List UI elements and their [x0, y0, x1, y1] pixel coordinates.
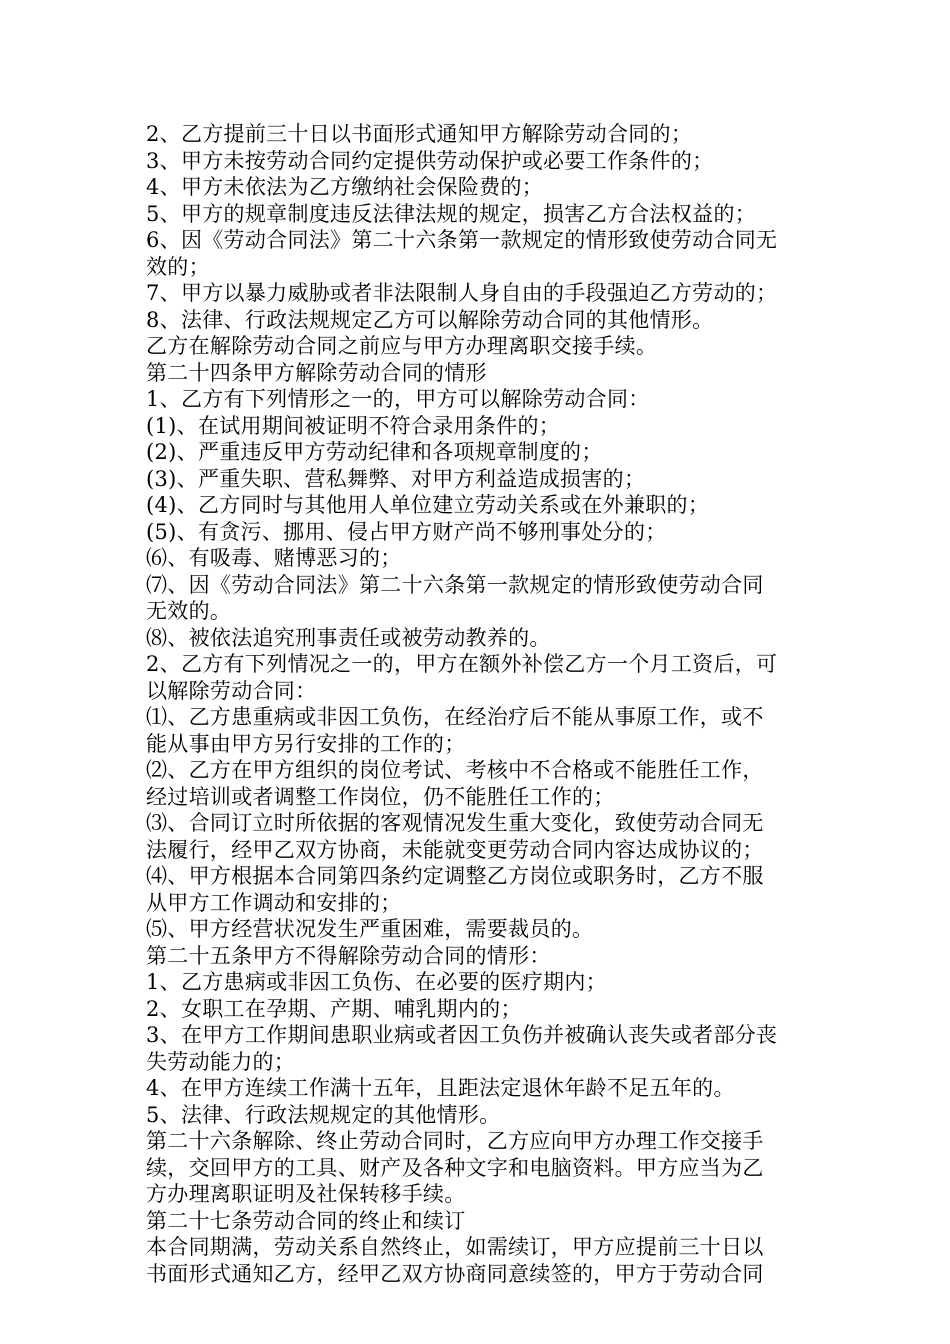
text-line: 3、在甲方工作期间患职业病或者因工负伤并被确认丧失或者部分丧	[146, 1023, 778, 1047]
text-line: 法履行，经甲乙双方协商，未能就变更劳动合同内容达成协议的；	[146, 837, 764, 862]
section-heading: 第二十七条劳动合同的终止和续订	[146, 1208, 466, 1233]
text-line: 失劳动能力的；	[146, 1049, 296, 1074]
text-line: ⑷、甲方根据本合同第四条约定调整乙方岗位或职务时，乙方不服	[146, 864, 764, 888]
text-line: ⑶、合同订立时所依据的客观情况发生重大变化，致使劳动合同无	[146, 811, 764, 835]
text-line: 方办理离职证明及社保转移手续。	[146, 1182, 466, 1206]
text-line: 2、女职工在孕期、产期、哺乳期内的；	[146, 996, 522, 1021]
text-line: ⑹、有吸毒、赌博恶习的；	[146, 546, 402, 570]
text-line: 2、乙方提前三十日以书面形式通知甲方解除劳动合同的；	[146, 122, 693, 146]
text-line: 1、乙方患病或非因工负伤、在必要的医疗期内；	[146, 970, 607, 994]
text-line: (1)、在试用期间被证明不符合录用条件的；	[146, 413, 561, 438]
text-line: ⑺、因《劳动合同法》第二十六条第一款规定的情形致使劳动合同	[146, 572, 764, 597]
text-line: (3)、严重失职、营私舞弊、对甲方利益造成损害的；	[146, 466, 646, 491]
text-line: 效的；	[146, 254, 210, 279]
text-line: (5)、有贪污、挪用、侵占甲方财产尚不够刑事处分的；	[146, 519, 667, 544]
text-line: 从甲方工作调动和安排的；	[146, 890, 402, 915]
text-line: 5、法律、行政法规规定的其他情形。	[146, 1102, 501, 1127]
text-line: ⑻、被依法追究刑事责任或被劳动教养的。	[146, 625, 551, 650]
text-line: 经过培训或者调整工作岗位，仍不能胜任工作的；	[146, 784, 615, 809]
text-line: 续，交回甲方的工具、财产及各种文字和电脑资料。甲方应当为乙	[146, 1155, 764, 1180]
text-line: 1、乙方有下列情形之一的，甲方可以解除劳动合同：	[146, 387, 650, 411]
text-line: 2、乙方有下列情况之一的，甲方在额外补偿乙方一个月工资后，可	[146, 652, 778, 676]
text-line: 本合同期满，劳动关系自然终止，如需续订，甲方应提前三十日以	[146, 1235, 764, 1259]
text-line: 4、在甲方连续工作满十五年，且距法定退休年龄不足五年的。	[146, 1076, 735, 1100]
text-line: 8、法律、行政法规规定乙方可以解除劳动合同的其他情形。	[146, 307, 714, 332]
text-line: ⑴、乙方患重病或非因工负伤，在经治疗后不能从事原工作，或不	[146, 705, 764, 729]
text-line: (4)、乙方同时与其他用人单位建立劳动关系或在外兼职的；	[146, 493, 710, 517]
text-line: 4、甲方未依法为乙方缴纳社会保险费的；	[146, 175, 544, 199]
text-line: (2)、严重违反甲方劳动纪律和各项规章制度的；	[146, 440, 603, 464]
text-line: 乙方在解除劳动合同之前应与甲方办理离职交接手续。	[146, 334, 658, 358]
text-line: 无效的。	[146, 599, 232, 623]
text-line: ⑸、甲方经营状况发生严重困难，需要裁员的。	[146, 917, 594, 941]
document-page	[146, 121, 808, 1287]
text-line: 能从事由甲方另行安排的工作的；	[146, 731, 466, 756]
text-line: 5、甲方的规章制度违反法律法规的规定，损害乙方合法权益的；	[146, 201, 757, 226]
text-line: 3、甲方未按劳动合同约定提供劳动保护或必要工作条件的；	[146, 148, 714, 173]
text-line: ⑵、乙方在甲方组织的岗位考试、考核中不合格或不能胜任工作，	[146, 758, 764, 782]
section-heading: 第二十六条解除、终止劳动合同时，乙方应向甲方办理工作交接手	[146, 1129, 764, 1153]
text-line: 6、因《劳动合同法》第二十六条第一款规定的情形致使劳动合同无	[146, 228, 778, 252]
text-line: 书面形式通知乙方，经甲乙双方协商同意续签的，甲方于劳动合同	[146, 1261, 764, 1286]
text-line: 7、甲方以暴力威胁或者非法限制人身自由的手段强迫乙方劳动的；	[146, 281, 778, 305]
section-heading: 第二十五条甲方不得解除劳动合同的情形：	[146, 943, 551, 968]
text-line: 以解除劳动合同：	[146, 678, 317, 703]
section-heading: 第二十四条甲方解除劳动合同的情形	[146, 360, 487, 385]
